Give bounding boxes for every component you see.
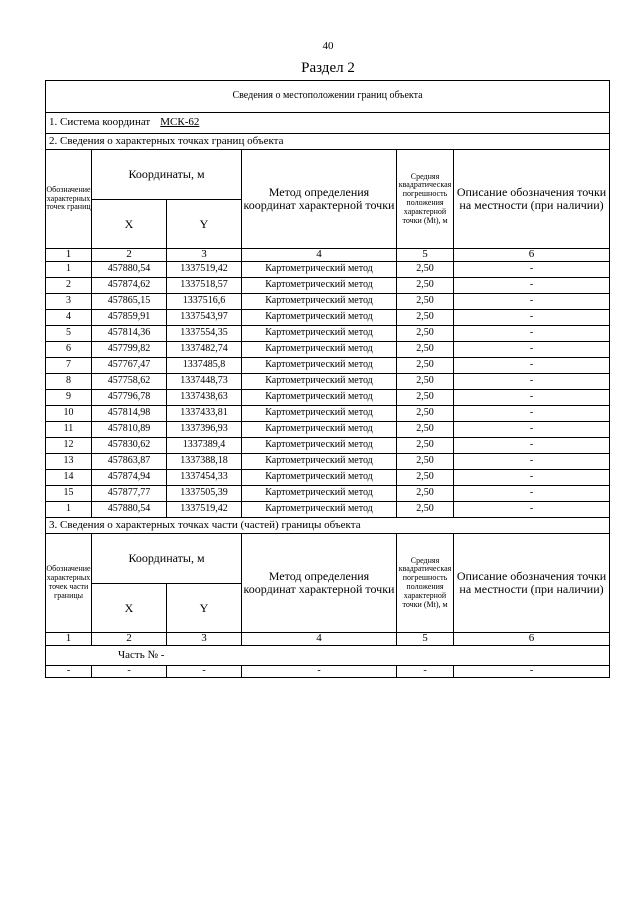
desc-cell: - — [454, 454, 610, 470]
col-number: 6 — [454, 249, 610, 262]
method-cell: Картометрический метод — [242, 454, 397, 470]
header-method: Метод определения координат характерной точки — [242, 534, 397, 633]
table-row — [46, 278, 610, 294]
desc-cell: - — [454, 438, 610, 454]
point-cell: 10 — [46, 406, 92, 422]
y-cell: 1337396,93 — [167, 422, 242, 438]
col-number: 3 — [167, 249, 242, 262]
point-cell: 1 — [46, 262, 92, 278]
section2-title: 2. Сведения о характерных точках границ объекта — [46, 134, 610, 150]
section3-title-row — [46, 518, 610, 534]
x-cell: 457810,89 — [92, 422, 167, 438]
y-cell: 1337438,63 — [167, 390, 242, 406]
mt-cell: 2,50 — [397, 310, 454, 326]
x-cell: 457863,87 — [92, 454, 167, 470]
point-cell: 3 — [46, 294, 92, 310]
header-point-designation: Обозначение характерных точек границ — [46, 150, 92, 249]
col-number: 2 — [92, 249, 167, 262]
x-cell: 457830,62 — [92, 438, 167, 454]
header-y: Y — [167, 584, 242, 633]
point-cell: 4 — [46, 310, 92, 326]
column-numbers-row — [46, 633, 610, 646]
y-cell: 1337454,33 — [167, 470, 242, 486]
y-cell: 1337485,8 — [167, 358, 242, 374]
method-cell: Картометрический метод — [242, 342, 397, 358]
col-number: 5 — [397, 249, 454, 262]
desc-cell: - — [454, 390, 610, 406]
x-cell: 457814,36 — [92, 326, 167, 342]
column-numbers-row — [46, 249, 610, 262]
banner-row — [46, 81, 610, 113]
col-number: 2 — [92, 633, 167, 646]
point-cell: 8 — [46, 374, 92, 390]
y-cell: 1337519,42 — [167, 262, 242, 278]
header-accuracy: Средняя квадратическая погрешность положения характерной точки (Mt), м — [397, 534, 454, 633]
col-number: 3 — [167, 633, 242, 646]
part-row — [46, 646, 610, 666]
mt-cell: 2,50 — [397, 294, 454, 310]
table-row — [46, 406, 610, 422]
coord-system-value: МСК-62 — [160, 116, 200, 129]
header-description: Описание обозначения точки на местности (при наличии) — [454, 150, 610, 249]
table-row — [46, 390, 610, 406]
y-cell: 1337543,97 — [167, 310, 242, 326]
x-cell: 457880,54 — [92, 262, 167, 278]
banner-text: Сведения о местоположении границ объекта — [46, 81, 610, 113]
table-cell: - — [167, 666, 242, 678]
point-cell: 6 — [46, 342, 92, 358]
point-cell: 5 — [46, 326, 92, 342]
mt-cell: 2,50 — [397, 470, 454, 486]
point-cell: 12 — [46, 438, 92, 454]
mt-cell: 2,50 — [397, 406, 454, 422]
col-number: 1 — [46, 249, 92, 262]
desc-cell: - — [454, 422, 610, 438]
table-cell: - — [454, 666, 610, 678]
point-cell: 13 — [46, 454, 92, 470]
y-cell: 1337554,35 — [167, 326, 242, 342]
method-cell: Картометрический метод — [242, 358, 397, 374]
header-accuracy: Средняя квадратическая погрешность положения характерной точки (Mt), м — [397, 150, 454, 249]
y-cell: 1337448,73 — [167, 374, 242, 390]
table-row — [46, 294, 610, 310]
x-cell: 457880,54 — [92, 502, 167, 518]
col-number: 4 — [242, 249, 397, 262]
table-cell: - — [46, 666, 92, 678]
mt-cell: 2,50 — [397, 438, 454, 454]
col-number: 6 — [454, 633, 610, 646]
desc-cell: - — [454, 470, 610, 486]
method-cell: Картометрический метод — [242, 310, 397, 326]
x-cell: 457874,94 — [92, 470, 167, 486]
method-cell: Картометрический метод — [242, 374, 397, 390]
table-row — [46, 326, 610, 342]
table-row — [46, 358, 610, 374]
y-cell: 1337519,42 — [167, 502, 242, 518]
x-cell: 457865,15 — [92, 294, 167, 310]
method-cell: Картометрический метод — [242, 470, 397, 486]
table-row — [46, 310, 610, 326]
x-cell: 457877,77 — [92, 486, 167, 502]
x-cell: 457799,82 — [92, 342, 167, 358]
mt-cell: 2,50 — [397, 278, 454, 294]
table-row — [46, 486, 610, 502]
desc-cell: - — [454, 406, 610, 422]
method-cell: Картометрический метод — [242, 294, 397, 310]
table-row — [46, 502, 610, 518]
y-cell: 1337505,39 — [167, 486, 242, 502]
desc-cell: - — [454, 342, 610, 358]
header-coordinates: Координаты, м — [92, 534, 242, 584]
mt-cell: 2,50 — [397, 342, 454, 358]
point-cell: 9 — [46, 390, 92, 406]
header-y: Y — [167, 200, 242, 249]
table-cell: - — [242, 666, 397, 678]
method-cell: Картометрический метод — [242, 406, 397, 422]
header-x: X — [92, 584, 167, 633]
mt-cell: 2,50 — [397, 374, 454, 390]
mt-cell: 2,50 — [397, 390, 454, 406]
desc-cell: - — [454, 374, 610, 390]
page-number: 40 — [322, 40, 334, 52]
x-cell: 457859,91 — [92, 310, 167, 326]
coord-system-row — [46, 113, 610, 134]
y-cell: 1337433,81 — [167, 406, 242, 422]
point-cell: 7 — [46, 358, 92, 374]
x-cell: 457796,78 — [92, 390, 167, 406]
method-cell: Картометрический метод — [242, 438, 397, 454]
desc-cell: - — [454, 262, 610, 278]
section2-header-row-1 — [46, 150, 610, 200]
x-cell: 457767,47 — [92, 358, 167, 374]
document-body — [45, 80, 609, 678]
header-method: Метод определения координат характерной точки — [242, 150, 397, 249]
part-label: Часть № - — [46, 646, 610, 666]
y-cell: 1337389,4 — [167, 438, 242, 454]
table-row — [46, 262, 610, 278]
header-description: Описание обозначения точки на местности (при наличии) — [454, 534, 610, 633]
x-cell: 457758,62 — [92, 374, 167, 390]
mt-cell: 2,50 — [397, 422, 454, 438]
col-number: 5 — [397, 633, 454, 646]
desc-cell: - — [454, 502, 610, 518]
y-cell: 1337518,57 — [167, 278, 242, 294]
point-cell: 14 — [46, 470, 92, 486]
mt-cell: 2,50 — [397, 326, 454, 342]
point-cell: 15 — [46, 486, 92, 502]
table-row — [46, 438, 610, 454]
section2-title-row — [46, 134, 610, 150]
y-cell: 1337516,6 — [167, 294, 242, 310]
section3-title: 3. Сведения о характерных точках части (частей) границы объекта — [46, 518, 610, 534]
method-cell: Картометрический метод — [242, 278, 397, 294]
desc-cell: - — [454, 326, 610, 342]
method-cell: Картометрический метод — [242, 262, 397, 278]
mt-cell: 2,50 — [397, 486, 454, 502]
header-point-designation: Обозначение характерных точек части границы — [46, 534, 92, 633]
table-row — [46, 470, 610, 486]
mt-cell: 2,50 — [397, 454, 454, 470]
desc-cell: - — [454, 310, 610, 326]
y-cell: 1337388,18 — [167, 454, 242, 470]
point-cell: 11 — [46, 422, 92, 438]
desc-cell: - — [454, 278, 610, 294]
part-data-row — [46, 666, 610, 678]
mt-cell: 2,50 — [397, 262, 454, 278]
point-cell: 1 — [46, 502, 92, 518]
method-cell: Картометрический метод — [242, 486, 397, 502]
table-row — [46, 454, 610, 470]
table-row — [46, 342, 610, 358]
desc-cell: - — [454, 358, 610, 374]
desc-cell: - — [454, 294, 610, 310]
table-row — [46, 374, 610, 390]
table-cell: - — [92, 666, 167, 678]
method-cell: Картометрический метод — [242, 326, 397, 342]
col-number: 1 — [46, 633, 92, 646]
y-cell: 1337482,74 — [167, 342, 242, 358]
section-title: Раздел 2 — [301, 60, 355, 76]
header-x: X — [92, 200, 167, 249]
boundary-table — [45, 80, 610, 678]
col-number: 4 — [242, 633, 397, 646]
section3-header-row-1 — [46, 534, 610, 584]
desc-cell: - — [454, 486, 610, 502]
table-row — [46, 422, 610, 438]
x-cell: 457874,62 — [92, 278, 167, 294]
x-cell: 457814,98 — [92, 406, 167, 422]
method-cell: Картометрический метод — [242, 390, 397, 406]
method-cell: Картометрический метод — [242, 502, 397, 518]
table-cell: - — [397, 666, 454, 678]
mt-cell: 2,50 — [397, 358, 454, 374]
header-coordinates: Координаты, м — [92, 150, 242, 200]
point-cell: 2 — [46, 278, 92, 294]
method-cell: Картометрический метод — [242, 422, 397, 438]
coord-system-label: 1. Система координат — [49, 116, 151, 129]
mt-cell: 2,50 — [397, 502, 454, 518]
